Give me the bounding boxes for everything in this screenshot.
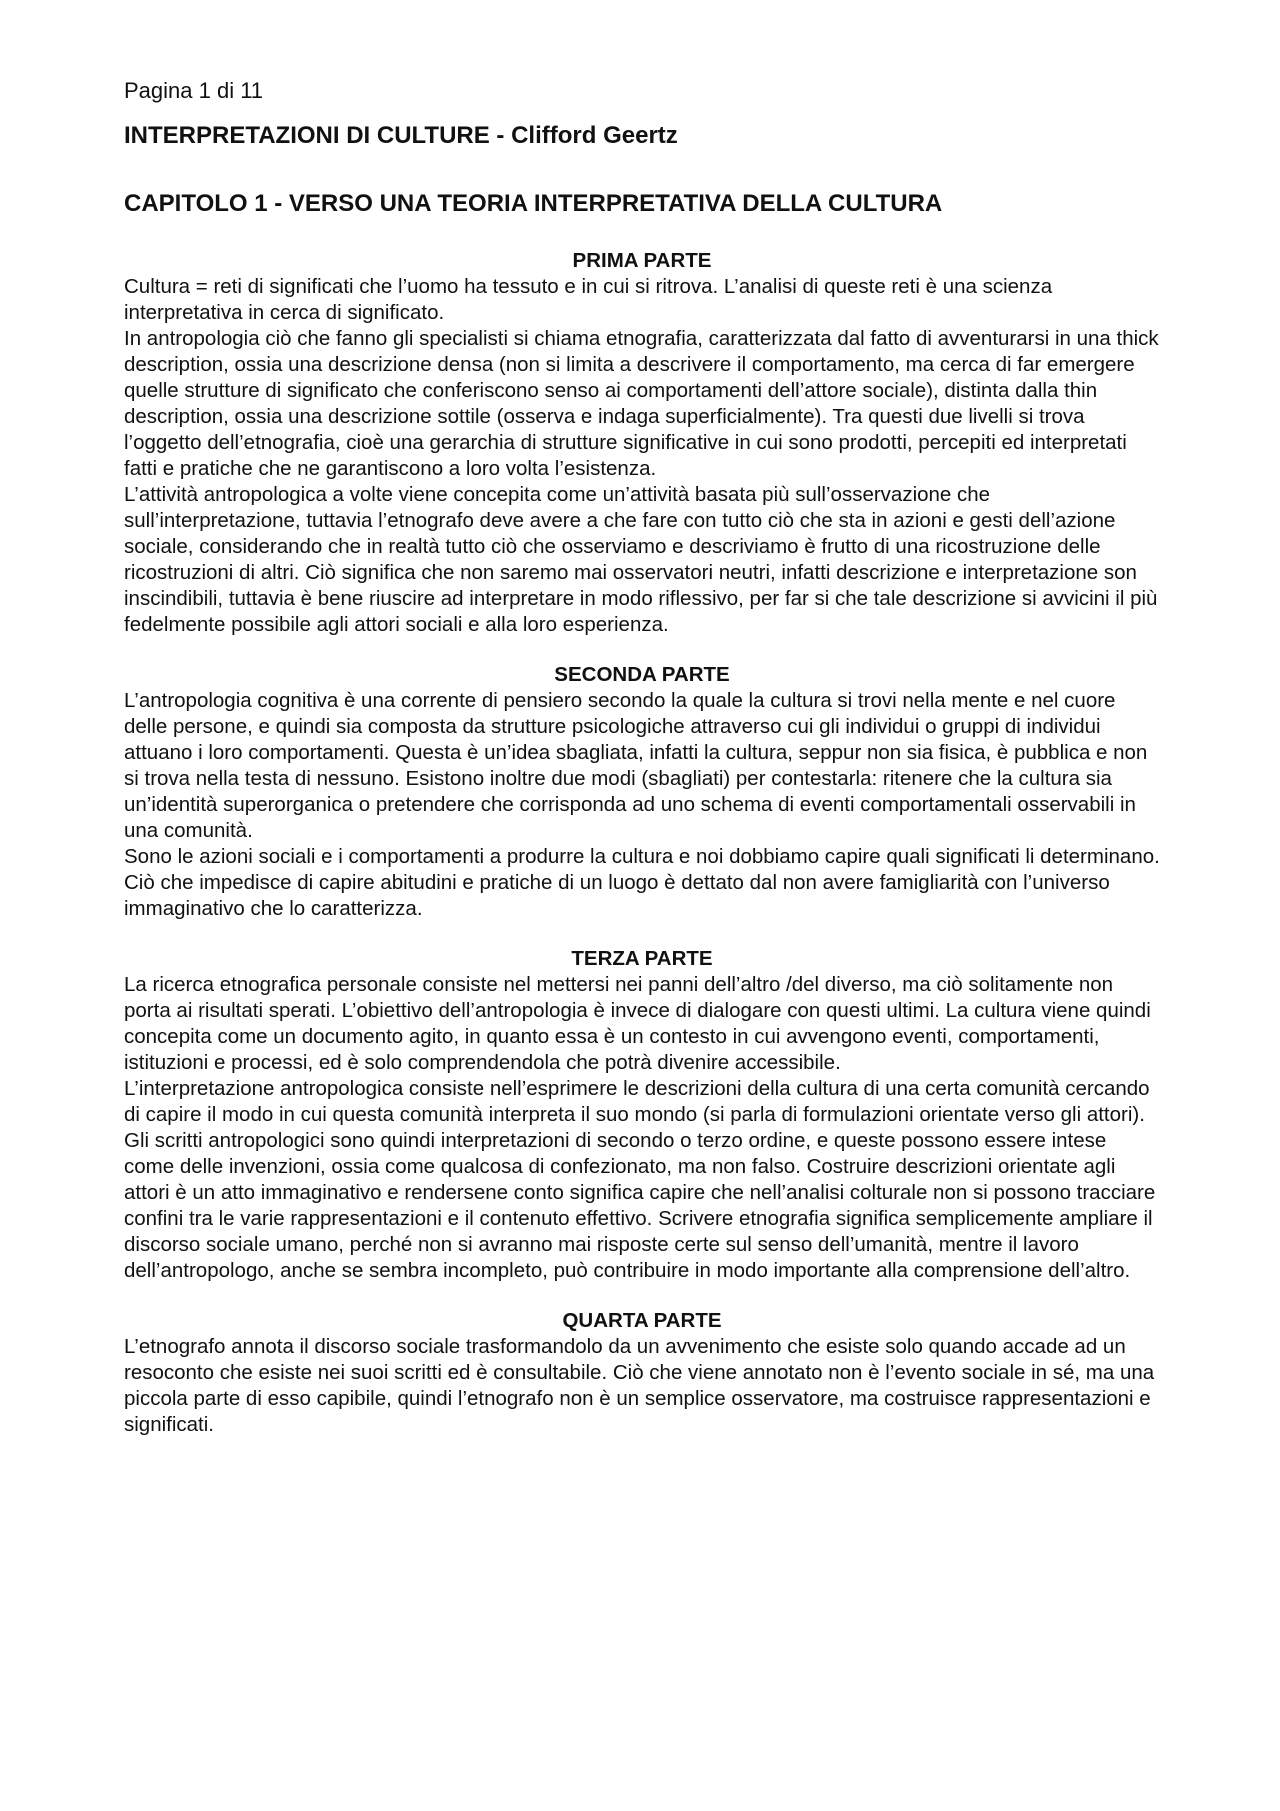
paragraph: L’interpretazione antropologica consiste nell’esprimere le descrizioni della cultura di una certa comunità cercando di capire il modo in cui questa comunità interpreta il suo mondo (si parla di formulazioni orientate verso gli attori). Gli scritti antropologici sono quindi interpretazioni di secondo o terzo ordine, e queste possono essere intese come delle invenzioni, ossia come qualcosa di confezionato, ma non falso. Costruire descrizioni orientate agli attori è un atto immaginativo e rendersene conto significa capire che nell’analisi colturale non si possono tracciare confini tra le varie rappresentazioni e il contenuto effettivo. Scrivere etnografia significa semplicemente ampliare il discorso sociale umano, perché non si avranno mai risposte certe sul senso dell’umanità, mentre il lavoro dell’antropologo, anche se sembra incompleto, può contribuire in modo importante alla comprensione dell’altro.	[124, 1077, 1156, 1282]
document-title: INTERPRETAZIONI DI CULTURE - Clifford Geertz	[124, 122, 678, 149]
paragraph: L’etnografo annota il discorso sociale trasformandolo da un avvenimento che esiste solo quando accade ad un resoconto che esiste nei suoi scritti ed è consultabile. Ciò che viene annotato non è l’evento sociale in sé, ma una piccola parte di esso capibile, quindi l’etnografo non è un semplice osservatore, ma costruisce rappresentazioni e significati.	[124, 1335, 1155, 1436]
section-prima-parte	[124, 248, 1160, 638]
section-terza-parte	[124, 946, 1160, 1284]
page-number: Pagina 1 di 11	[124, 78, 264, 103]
paragraph: L’attività antropologica a volte viene concepita come un’attività basata più sull’osservazione che sull’interpretazione, tuttavia l’etnografo deve avere a che fare con tutto ciò che sta in azioni e gesti dell’azione sociale, considerando che in realtà tutto ciò che osserviamo e descriviamo è frutto di una ricostruzione delle ricostruzioni di altri. Ciò significa che non saremo mai osservatori neutri, infatti descrizione e interpretazione son inscindibili, tuttavia è bene riuscire ad interpretare in modo riflessivo, per far si che tale descrizione si avvicini il più fedelmente possibile agli attori sociali e alla loro esperienza.	[124, 483, 1158, 636]
paragraph: La ricerca etnografica personale consiste nel mettersi nei panni dell’altro /del diverso, ma ciò solitamente non porta ai risultati sperati. L’obiettivo dell’antropologia è invece di dialogare con questi ultimi. La cultura viene quindi concepita come un documento agito, in quanto essa è un contesto in cui avvengono eventi, comportamenti, istituzioni e processi, ed è solo comprendendola che potrà divenire accessibile.	[124, 973, 1151, 1074]
section-quarta-parte	[124, 1308, 1160, 1438]
section-heading: TERZA PARTE	[571, 947, 713, 970]
chapter-title: CAPITOLO 1 - VERSO UNA TEORIA INTERPRETATIVA DELLA CULTURA	[124, 190, 943, 217]
paragraph: In antropologia ciò che fanno gli specialisti si chiama etnografia, caratterizzata dal fatto di avventurarsi in una thick description, ossia una descrizione densa (non si limita a descrivere il comportamento, ma cerca di far emergere quelle strutture di significato che conferiscono senso ai comportamenti dell’attore sociale), distinta dalla thin description, ossia una descrizione sottile (osserva e indaga superficialmente). Tra questi due livelli si trova l’oggetto dell’etnografia, cioè una gerarchia di strutture significative in cui sono prodotti, percepiti ed interpretati fatti e pratiche che ne garantiscono a loro volta l’esistenza.	[124, 327, 1159, 480]
document-page	[124, 76, 1160, 1462]
section-heading: QUARTA PARTE	[562, 1309, 722, 1332]
section-heading: PRIMA PARTE	[572, 249, 712, 272]
paragraph: L’antropologia cognitiva è una corrente di pensiero secondo la quale la cultura si trovi nella mente e nel cuore delle persone, e quindi sia composta da strutture psicologiche attraverso cui gli individui o gruppi di individui attuano i loro comportamenti. Questa è un’idea sbagliata, infatti la cultura, seppur non sia fisica, è pubblica e non si trova nella testa di nessuno. Esistono inoltre due modi (sbagliati) per contestarla: ritenere che la cultura sia un’identità superorganica o pretendere che corrisponda ad uno schema di eventi comportamentali osservabili in una comunità.	[124, 689, 1148, 842]
section-heading: SECONDA PARTE	[554, 663, 730, 686]
paragraph: Sono le azioni sociali e i comportamenti a produrre la cultura e noi dobbiamo capire quali significati li determinano. Ciò che impedisce di capire abitudini e pratiche di un luogo è dettato dal non avere famigliarità con l’universo immaginativo che lo caratterizza.	[124, 845, 1160, 920]
paragraph: Cultura = reti di significati che l’uomo ha tessuto e in cui si ritrova. L’analisi di queste reti è una scienza interpretativa in cerca di significato.	[124, 275, 1053, 324]
section-seconda-parte	[124, 662, 1160, 922]
